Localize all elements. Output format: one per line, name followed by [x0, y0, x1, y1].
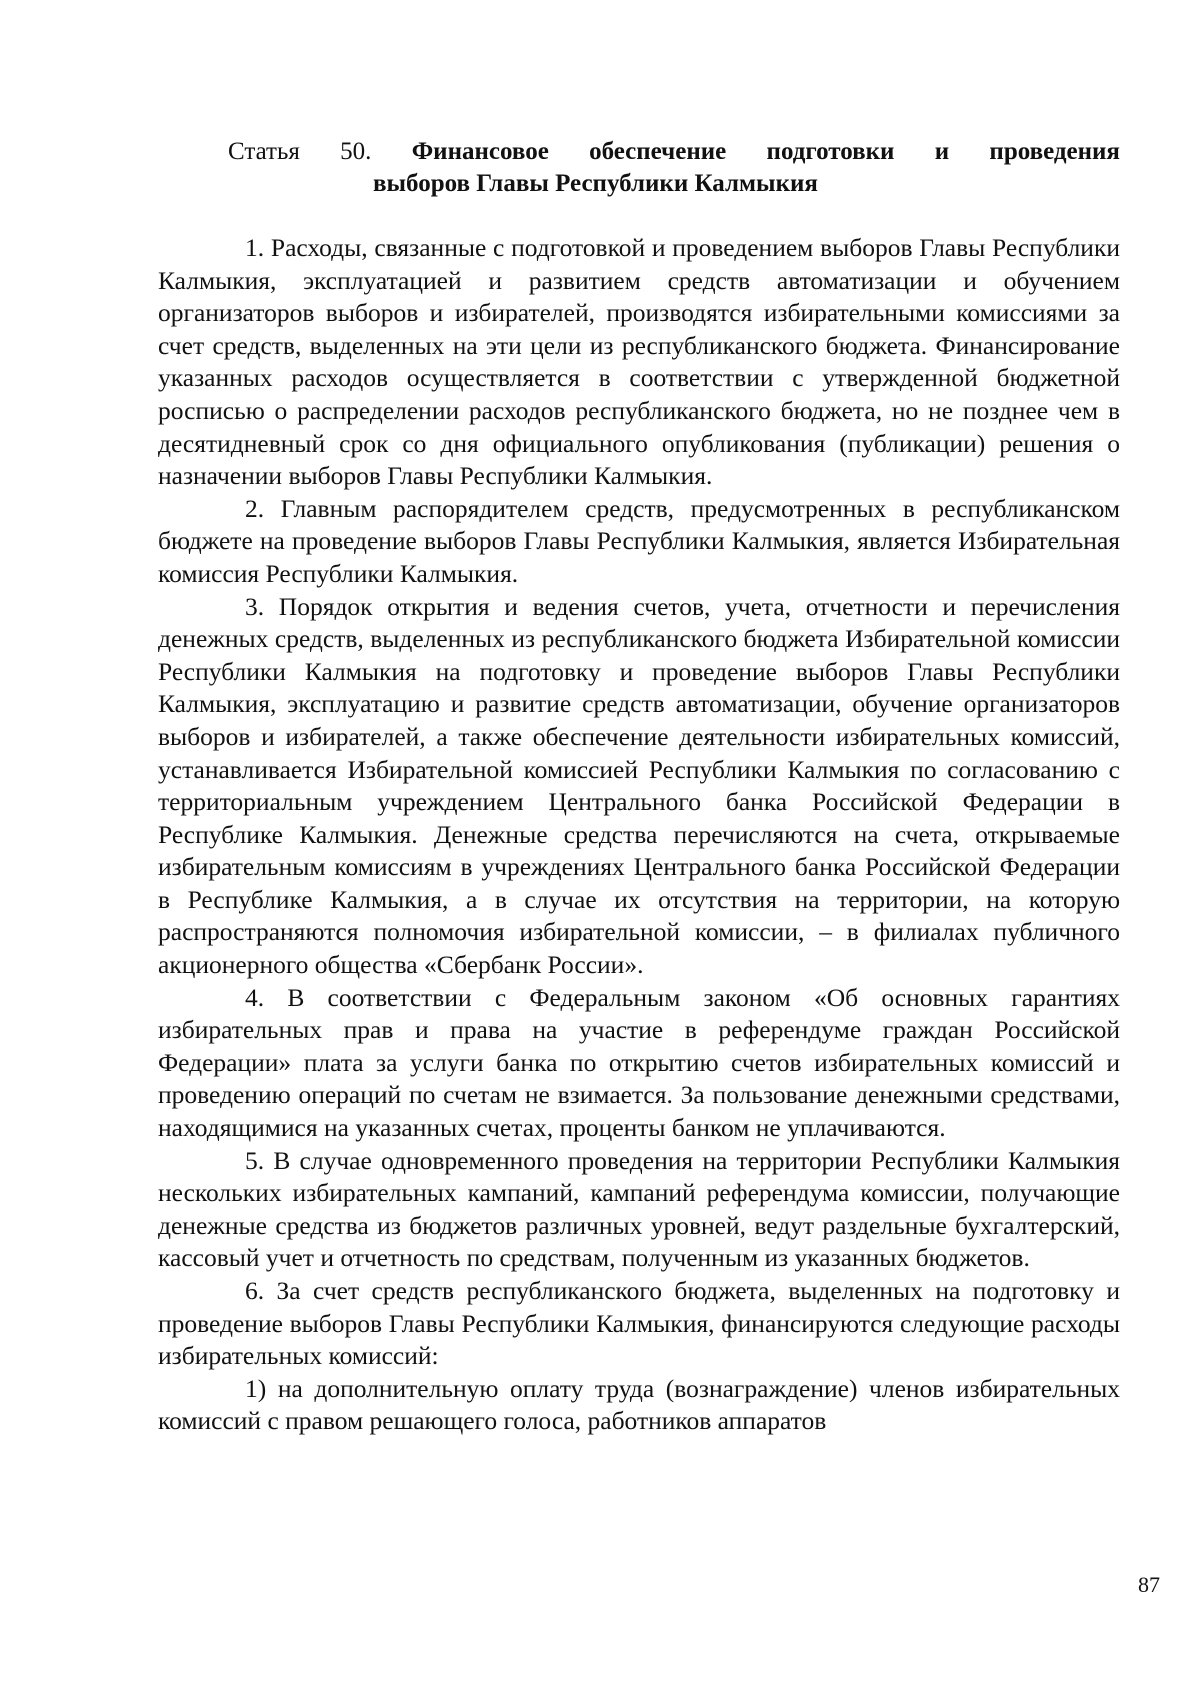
article-body: [158, 232, 1120, 1438]
page-number: 87: [1138, 1572, 1160, 1597]
article-title-word: обеспечение: [589, 138, 727, 165]
article-heading-line-2: выборов Главы Республики Калмыкия: [373, 170, 818, 197]
article-title-word: подготовки: [766, 138, 895, 165]
paragraph-4: 4. В соответствии с Федеральным законом «Об основных гарантиях избирательных прав и права на участие в референдуме граждан Российской Федерации» плата за услуги банка по открытию счетов избирательных комиссий и проведению операций по счетам не взимается. За пользование денежными средствами, находящимися на указанных счетах, проценты банком не уплачиваются.: [158, 982, 1120, 1143]
article-title-word: и: [934, 138, 950, 165]
paragraph-5: 5. В случае одновременного проведения на территории Республики Калмыкия нескольких избирательных кампаний, кампаний референдума комиссии, получающие денежные средства из бюджетов различных уровней, ведут раздельные бухгалтерский, кассовый учет и отчетность по средствам, полученным из указанных бюджетов.: [158, 1145, 1120, 1273]
article-heading-line-1: [228, 136, 1120, 168]
paragraph-1: 1. Расходы, связанные с подготовкой и проведением выборов Главы Республики Калмыкия, эксплуатацией и развитием средств автоматизации и обучением организаторов выборов и избирателей, производятся избирательными комиссиями за счет средств, выделенных на эти цели из республиканского бюджета. Финансирование указанных расходов осуществляется в соответствии с утвержденной бюджетной росписью о распределении расходов республиканского бюджета, но не позднее чем в десятидневный срок со дня официального опубликования (публикации) решения о назначении выборов Главы Республики Калмыкия.: [158, 233, 1120, 491]
article-title-word: Финансовое: [411, 138, 549, 165]
article-number: 50.: [340, 138, 372, 165]
paragraph-6: 6. За счет средств республиканского бюджета, выделенных на подготовку и проведение выборов Главы Республики Калмыкия, финансируются следующие расходы избирательных комиссий:: [158, 1276, 1120, 1371]
article-label: Статья: [228, 138, 300, 165]
paragraph-2: 2. Главным распорядителем средств, предусмотренных в республиканском бюджете на проведение выборов Главы Республики Калмыкия, является Избирательная комиссия Республики Калмыкия.: [158, 493, 1120, 588]
article-title-word: проведения: [989, 138, 1120, 165]
subparagraph-1: 1) на дополнительную оплату труда (вознаграждение) членов избирательных комиссий с правом решающего голоса, работников аппаратов: [158, 1373, 1120, 1436]
article-heading: [228, 136, 1120, 200]
paragraph-3: 3. Порядок открытия и ведения счетов, учета, отчетности и перечисления денежных средств, выделенных из республиканского бюджета Избирательной комиссии Республики Калмыкия на подготовку и проведение выборов Главы Республики Калмыкия, эксплуатацию и развитие средств автоматизации, обучение организаторов выборов и избирателей, а также обеспечение деятельности избирательных комиссий, устанавливается Избирательной комиссией Республики Калмыкия по согласованию с территориальным учреждением Центрального банка Российской Федерации в Республике Калмыкия. Денежные средства перечисляются на счета, открываемые избирательным комиссиям в учреждениях Центрального банка Российской Федерации в Республике Калмыкия, а в случае их отсутствия на территории, на которую распространяются полномочия избирательной комиссии, – в филиалах публичного акционерного общества «Сбербанк России».: [158, 591, 1120, 980]
